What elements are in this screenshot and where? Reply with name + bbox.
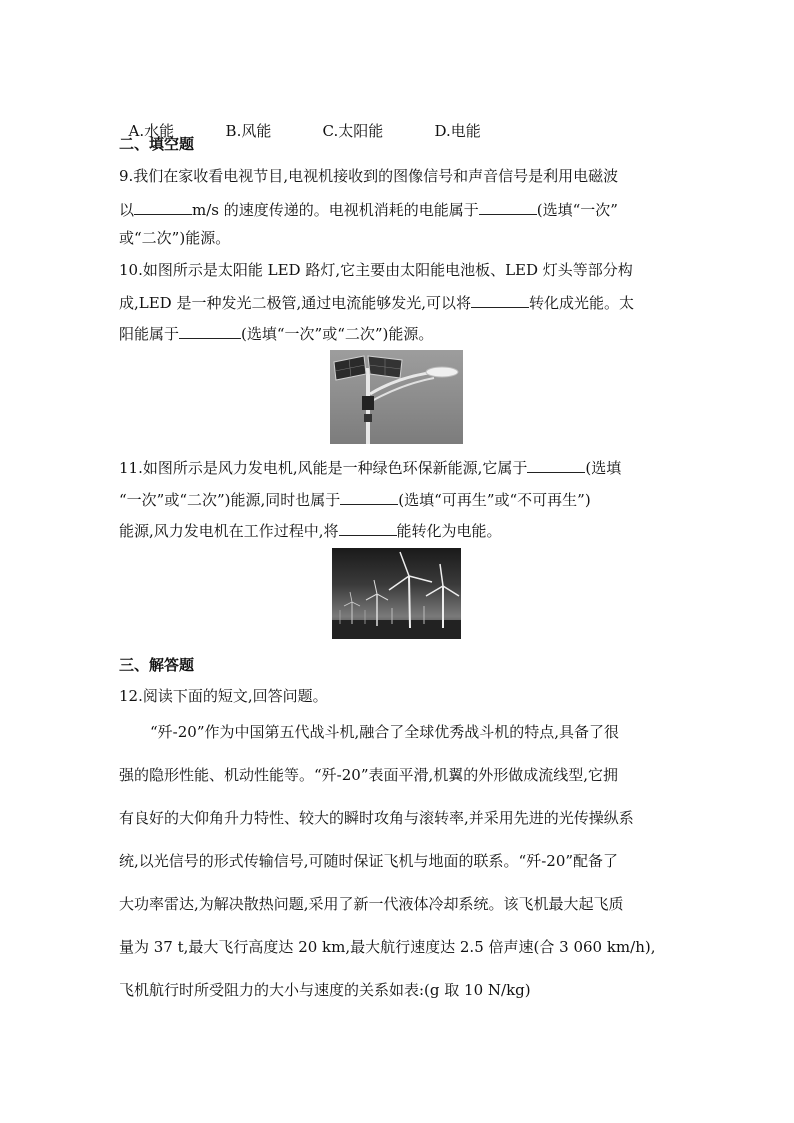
q8-option-c: C.太阳能 — [322, 122, 384, 140]
q9-line2 — [119, 198, 618, 220]
wind-turbines-illustration — [332, 548, 461, 639]
q10-blank-2[interactable] — [179, 322, 241, 339]
q11-text-e: 能源,风力发电机在工作过程中,将 — [119, 522, 339, 540]
q10-text-c: 阳能属于 — [119, 325, 180, 343]
q12-paragraph-line2: 强的隐形性能、机动性能等。“歼-20”表面平滑,机翼的外形做成流线型,它拥 — [119, 766, 619, 784]
q10-text-b: 转化成光能。太 — [529, 294, 635, 312]
q9-text-c: (选填“一次” — [536, 201, 618, 219]
solar-street-lamp-image — [330, 350, 463, 444]
q11-text-a: 11.如图所示是风力发电机,风能是一种绿色环保新能源,它属于 — [119, 459, 528, 477]
q9-blank-1[interactable] — [134, 198, 192, 215]
q12-paragraph-line1: “歼-20”作为中国第五代战斗机,融合了全球优秀战斗机的特点,具备了很 — [150, 723, 620, 741]
q11-blank-1[interactable] — [527, 456, 585, 473]
q11-blank-2[interactable] — [340, 488, 398, 505]
q11-blank-3[interactable] — [339, 519, 397, 536]
q9-text-b: m/s 的速度传递的。电视机消耗的电能属于 — [192, 201, 479, 219]
q10-blank-1[interactable] — [471, 291, 529, 308]
q9-blank-2[interactable] — [479, 198, 537, 215]
q10-line3 — [119, 322, 433, 344]
q11-line1 — [119, 456, 621, 478]
q12-paragraph-line4: 统,以光信号的形式传输信号,可随时保证飞机与地面的联系。“歼-20”配备了 — [119, 852, 619, 870]
q11-line2 — [119, 488, 591, 510]
q11-text-d: (选填“可再生”或“不可再生”) — [398, 491, 591, 509]
wind-turbines-image — [332, 548, 461, 639]
q9-text-a: 以 — [119, 201, 135, 219]
q9-line3: 或“二次”)能源。 — [119, 229, 231, 247]
q9-line1: 9.我们在家收看电视节目,电视机接收到的图像信号和声音信号是利用电磁波 — [119, 167, 619, 185]
q11-text-c: “一次”或“二次”)能源,同时也属于 — [119, 491, 341, 509]
q12-intro: 12.阅读下面的短文,回答问题。 — [119, 687, 328, 705]
q12-paragraph-line3: 有良好的大仰角升力特性、较大的瞬时攻角与滚转率,并采用先进的光传操纵系 — [119, 809, 634, 827]
section-fill-in-heading: 二、填空题 — [119, 135, 195, 153]
q11-text-f: 能转化为电能。 — [396, 522, 502, 540]
q12-paragraph-line5: 大功率雷达,为解决散热问题,采用了新一代液体冷却系统。该飞机最大起飞质 — [119, 895, 624, 913]
q8-option-d: D.电能 — [434, 122, 481, 140]
q8-option-a: A.水能 — [128, 122, 175, 140]
q12-paragraph-line6: 量为 37 t,最大飞行高度达 20 km,最大航行速度达 2.5 倍声速(合 3 060 km/h), — [119, 938, 656, 956]
q8-option-b: B.风能 — [225, 122, 272, 140]
section-answer-heading: 三、解答题 — [119, 656, 195, 674]
q12-paragraph-line7: 飞机航行时所受阻力的大小与速度的关系如表:(g 取 10 N/kg) — [119, 981, 531, 999]
q11-line3 — [119, 519, 502, 541]
q11-text-b: (选填 — [585, 459, 622, 477]
q10-line1: 10.如图所示是太阳能 LED 路灯,它主要由太阳能电池板、LED 灯头等部分构 — [119, 261, 633, 279]
solar-lamp-illustration — [330, 350, 463, 444]
q10-line2 — [119, 291, 634, 313]
q10-text-d: (选填“一次”或“二次”)能源。 — [241, 325, 434, 343]
q10-text-a: 成,LED 是一种发光二极管,通过电流能够发光,可以将 — [119, 294, 472, 312]
